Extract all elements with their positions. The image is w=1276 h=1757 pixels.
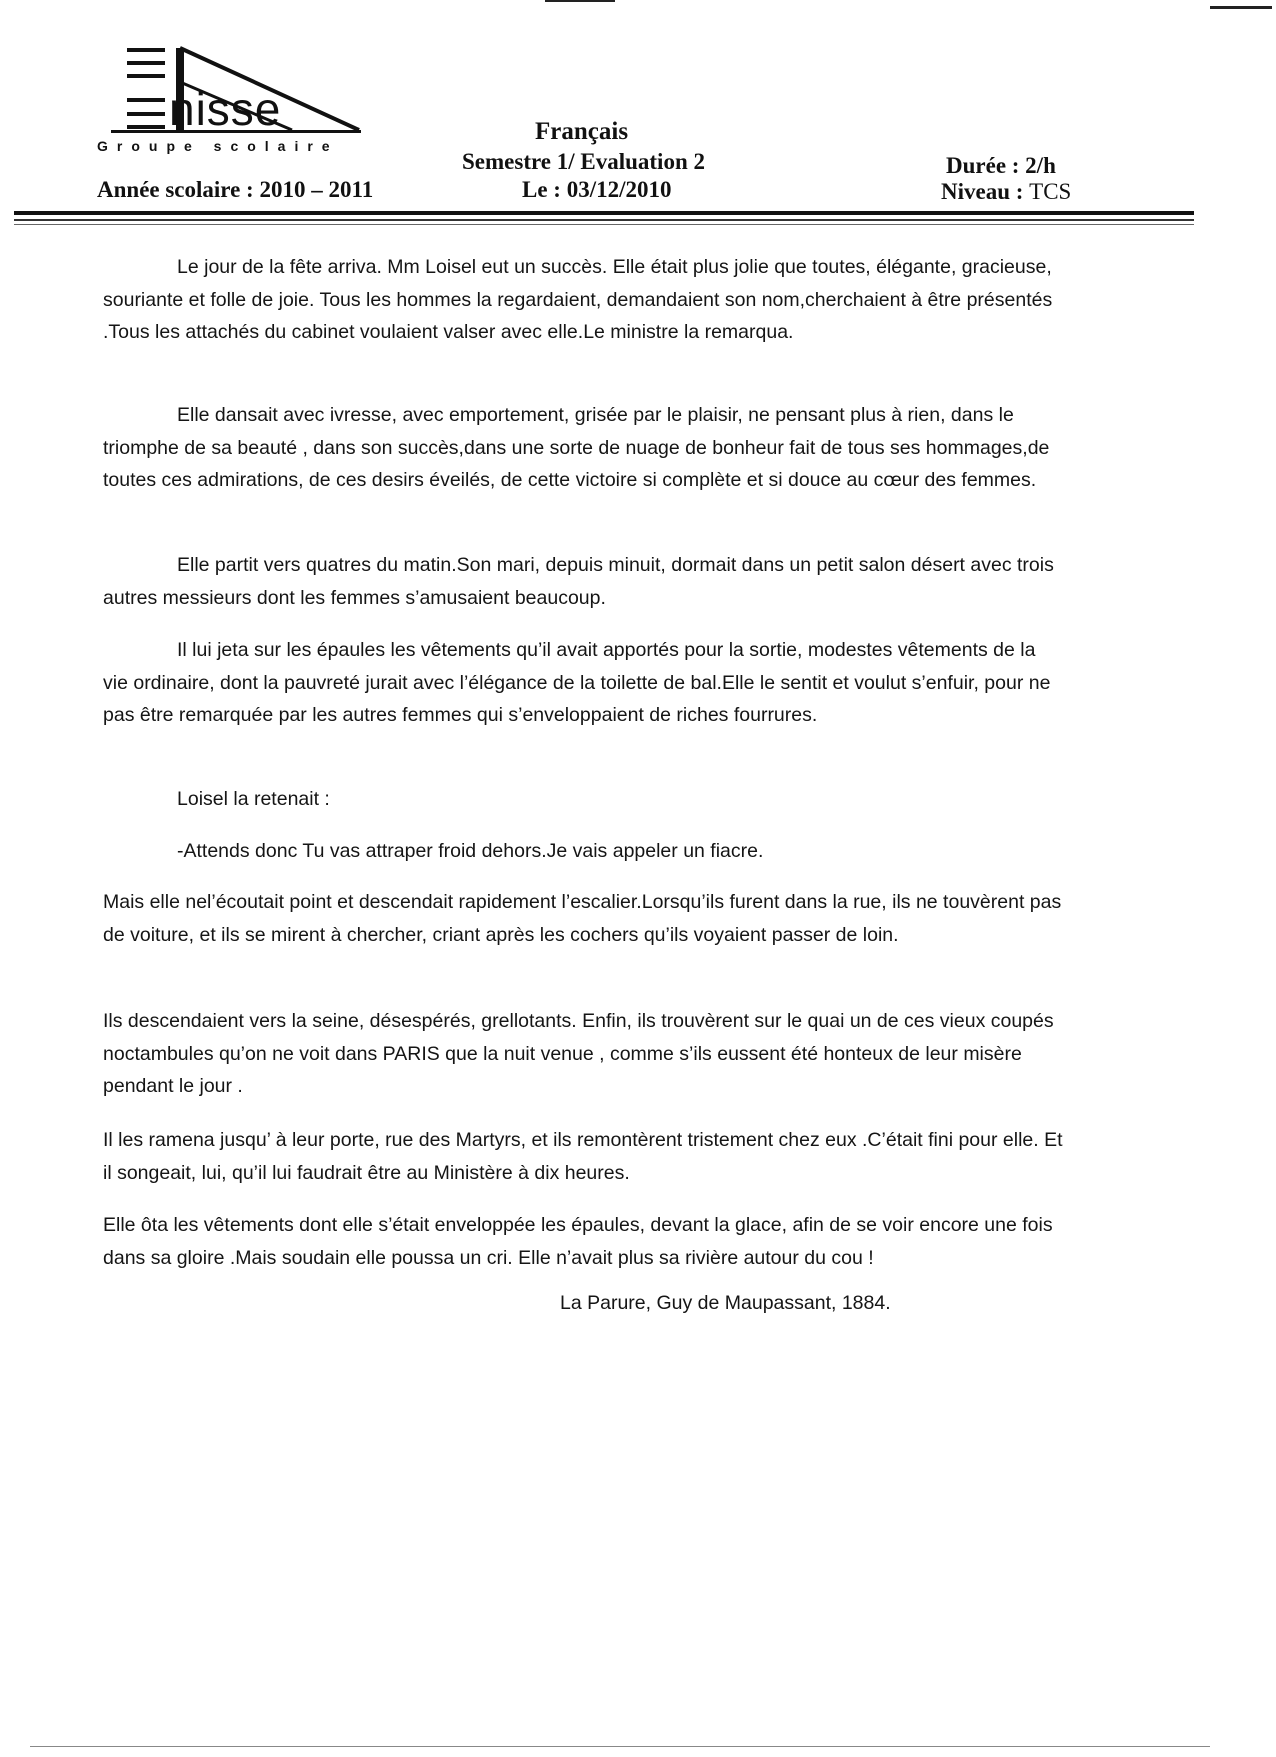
logo-subtitle: Groupe scolaire (97, 138, 339, 154)
paragraph-10: Elle ôta les vêtements dont elle s’était enveloppée les épaules, devant la glace, afin de se voir encore une fois dans sa gloire .Mais soudain elle poussa un cri. Elle n’avait plus sa rivière autour du cou ! (103, 1214, 1053, 1269)
subject-title: Français (535, 118, 629, 145)
scan-artifact-top (545, 0, 615, 2)
scan-artifact-bottom (30, 1746, 1210, 1747)
paragraph-4: Il lui jeta sur les épaules les vêtements qu’il avait apportés pour la sortie, modestes vêtements de la vie ordinaire, dont la pauvreté jurait avec l’élégance de la toilette de bal.Elle le sentit et voulut s’enfuir, pour ne pas être remarquée par les autres femmes qui s’enveloppaient de riches fourrures. (103, 639, 1051, 726)
semester-label: Semestre 1/ Evaluation 2 (462, 149, 705, 174)
scan-artifact-top-right (1210, 6, 1272, 9)
paragraph-7: Mais elle nel’écoutait point et descendait rapidement l’escalier.Lorsqu’ils furent dans la rue, ils ne touvèrent pas de voiture, et ils se mirent à chercher, criant après les cochers qu’ils voyaient passer de loin. (103, 891, 1062, 946)
school-logo (97, 42, 397, 160)
paragraph-3: Elle partit vers quatres du matin.Son mari, depuis minuit, dormait dans un petit salon désert avec trois autres messieurs dont les femmes s’amusaient beaucoup. (103, 554, 1054, 609)
header-divider-hairline (14, 224, 1194, 225)
paragraph-6: -Attends donc Tu vas attraper froid dehors.Je vais appeler un fiacre. (177, 840, 764, 862)
level-value: TCS (1029, 179, 1072, 204)
logo-word: nisse (169, 83, 282, 135)
duration-label: Durée : 2/h (946, 153, 1056, 178)
paragraph-2: Elle dansait avec ivresse, avec emportement, grisée par le plaisir, ne pensant plus à rien, dans le triomphe de sa beauté , dans son succès,dans une sorte de nuage de bonheur fait de tous ses hommages,de toutes ces admirations, de ces desirs éveilés, de cette victoire si complète et si douce au cœur des femmes. (103, 404, 1050, 491)
level-caption: Niveau : (941, 179, 1024, 204)
header-divider (14, 211, 1194, 215)
school-year: Année scolaire : 2010 – 2011 (97, 177, 374, 202)
citation: La Parure, Guy de Maupassant, 1884. (560, 1292, 891, 1314)
exam-date: Le : 03/12/2010 (522, 177, 672, 202)
paragraph-1: Le jour de la fête arriva. Mm Loisel eut un succès. Elle était plus jolie que toutes, élégante, gracieuse, souriante et folle de joie. Tous les hommes la regardaient, demandaient son nom,cherchaient à être présentés .Tous les attachés du cabinet voulaient valser avec elle.Le ministre la remarqua. (103, 256, 1053, 343)
paragraph-8: Ils descendaient vers la seine, désespérés, grellotants. Enfin, ils trouvèrent sur le quai un de ces vieux coupés noctambules qu’on ne voit dans PARIS que la nuit venue , comme s’ils eussent été honteux de leur misère pendant le jour . (103, 1010, 1054, 1097)
paragraph-5: Loisel la retenait : (177, 788, 330, 810)
paragraph-9: Il les ramena jusqu’ à leur porte, rue des Martyrs, et ils remontèrent tristement chez eux .C’était fini pour elle. Et il songeait, lui, qu’il lui faudrait être au Ministère à dix heures. (103, 1129, 1063, 1184)
level-label (941, 179, 1071, 205)
header-divider-thin (14, 219, 1194, 221)
